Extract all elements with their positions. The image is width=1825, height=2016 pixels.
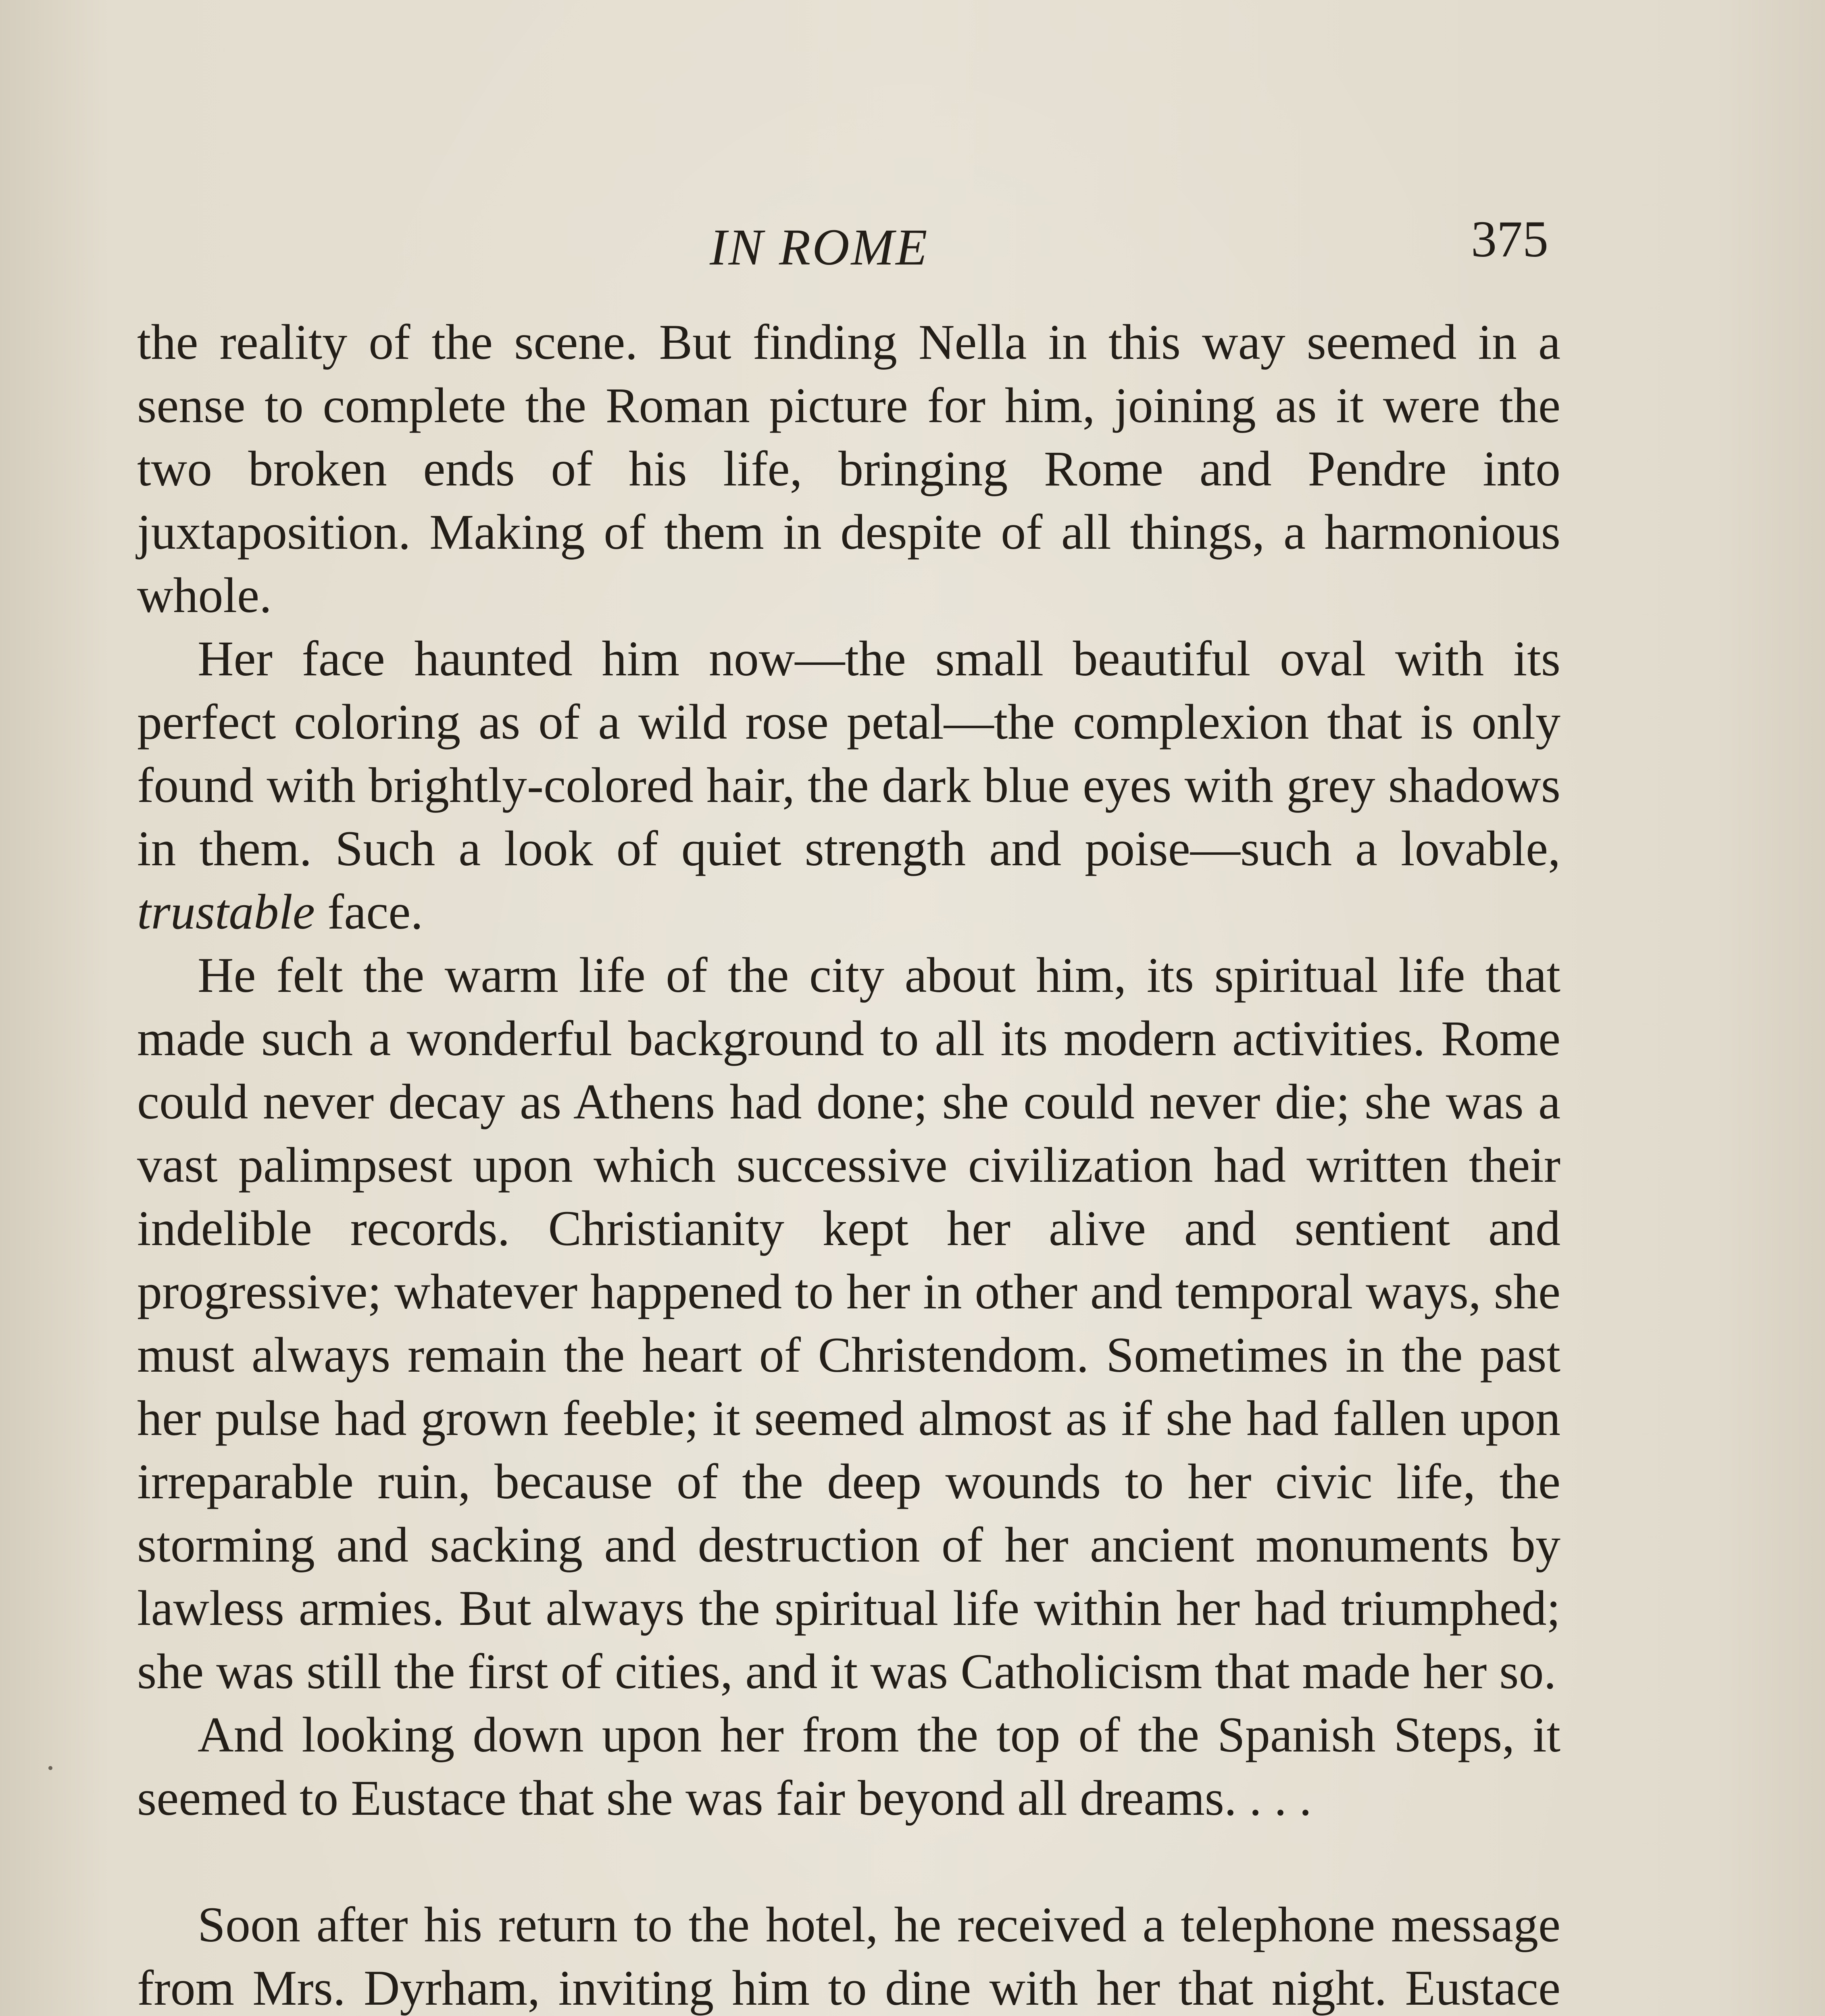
- paragraph-2-italic-word: trustable: [137, 884, 315, 939]
- running-head: IN ROME: [710, 219, 929, 276]
- paragraph-4: [137, 1703, 1560, 1830]
- paragraph-5-text: Soon after his return to the hotel, he received a telephone message from Mrs. Dyrham, inviting him to dine with her that night. Eustace: [137, 1897, 1560, 2016]
- paragraph-1-text: the reality of the scene. But finding Nella in this way seemed in a sense to complete the Roman picture for him, joining as it were the two broken ends of his life, bringing Rome and Pendre into juxtaposition. Making of them in despite of all things, a harmonious whole.: [137, 314, 1560, 623]
- paragraph-5: [137, 1893, 1560, 2016]
- paragraph-1: [137, 310, 1560, 627]
- paragraph-4-text: And looking down upon her from the top of the Spanish Steps, it seemed to Eustace that she was fair beyond all dreams. . . .: [137, 1707, 1560, 1826]
- paragraph-2-text: Her face haunted him now—the small beautiful oval with its perfect coloring as of a wild rose petal—the complexion that is only found with brightly-colored hair, the dark blue eyes with grey shadows in them. Such a look of quiet strength and poise—such a lovable,: [137, 631, 1560, 876]
- paragraph-3-text: He felt the warm life of the city about him, its spiritual life that made such a wonderful background to all its modern activities. Rome could never decay as Athens had done; she could never die; she was a vast palimpsest upon which successive civilization had written their indelible records. Christianity kept her alive and sentient and progressive; whatever happened to her in other and temporal ways, she must always remain the heart of Christendom. Sometimes in the past her pulse had grown feeble; it seemed almost as if she had fallen upon irreparable ruin, because of the deep wounds to her civic life, the storming and sacking and destruction of her ancient monuments by lawless armies. But always the spiritual life within her had triumphed; she was still the first of cities, and it was Catholicism that made her so.: [137, 948, 1560, 1699]
- paper-speck: [48, 1766, 52, 1770]
- page-number: 375: [1471, 210, 1548, 268]
- section-break: [137, 1830, 1560, 1893]
- body-text: [137, 310, 1560, 2016]
- paragraph-2: [137, 627, 1560, 943]
- paragraph-3: [137, 943, 1560, 1703]
- page-header: [137, 210, 1548, 290]
- paragraph-2-ending: face.: [315, 884, 423, 939]
